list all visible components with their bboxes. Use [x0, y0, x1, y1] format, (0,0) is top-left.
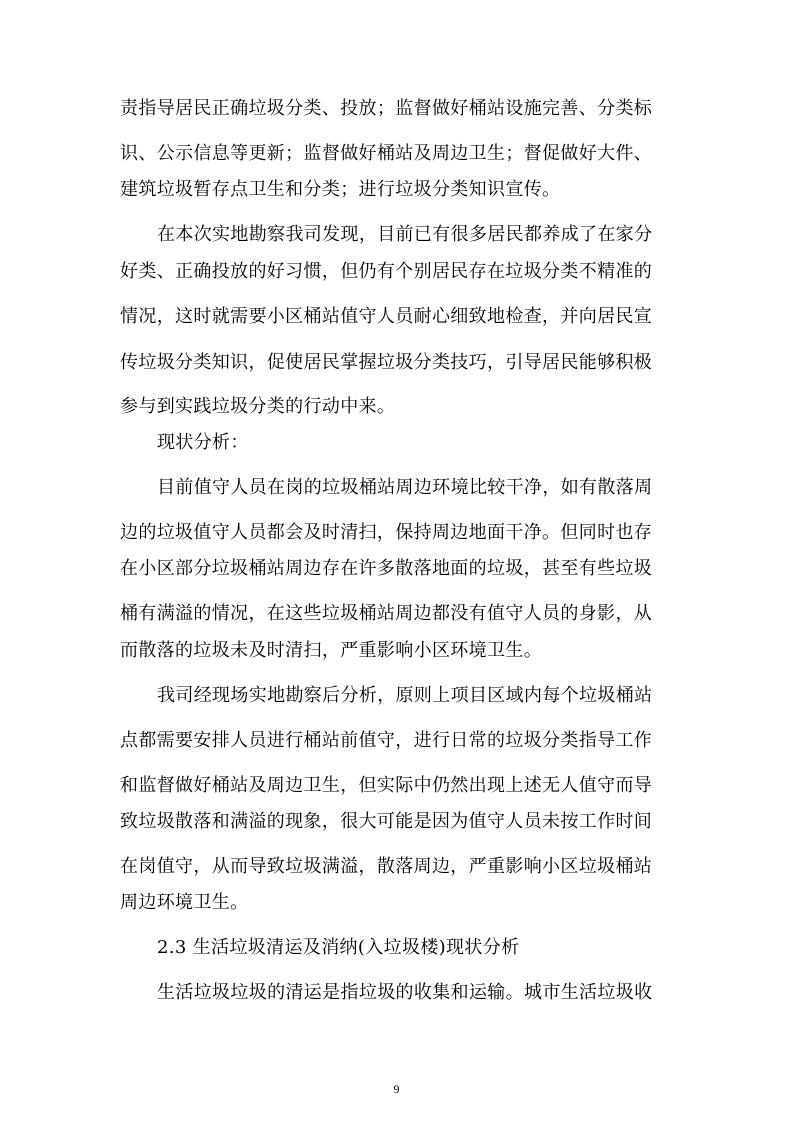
text-line: 参与到实践垃圾分类的行动中来。 — [120, 396, 396, 417]
text-line: 周边环境卫生。 — [120, 892, 249, 913]
section-heading: 2.3 生活垃圾清运及消纳(入垃圾楼)现状分析 — [157, 937, 520, 958]
paragraph-first-line: 我司经现场实地勘察后分析，原则上项目区域内每个垃圾桶站 — [157, 685, 653, 706]
text-line: 在岗值守，从而导致垃圾满溢，散落周边，严重影响小区垃圾桶站 — [120, 856, 653, 877]
text-line: 情况，这时就需要小区桶站值守人员耐心细致地检查，并向居民宣 — [120, 306, 653, 327]
text-line: 传垃圾分类知识，促使居民掌握垃圾分类技巧，引导居民能够积极 — [120, 352, 653, 373]
text-line: 桶有满溢的情况，在这些垃圾桶站周边都没有值守人员的身影，从 — [120, 603, 653, 624]
text-line: 致垃圾散落和满溢的现象，很大可能是因为值守人员未按工作时间 — [120, 811, 653, 832]
page-number: 9 — [393, 1082, 400, 1096]
section-label: 现状分析： — [157, 432, 249, 453]
text-line: 点都需要安排人员进行桶站前值守，进行日常的垃圾分类指导工作 — [120, 730, 653, 751]
text-line: 好类、正确投放的好习惯，但仍有个别居民存在垃圾分类不精准的 — [120, 261, 653, 282]
paragraph-first-line: 目前值守人员在岗的垃圾桶站周边环境比较干净，如有散落周 — [157, 477, 653, 498]
text-line: 建筑垃圾暂存点卫生和分类；进行垃圾分类知识宣传。 — [120, 179, 561, 200]
paragraph-first-line: 生活垃圾垃圾的清运是指垃圾的收集和运输。城市生活垃圾收 — [157, 982, 653, 1003]
text-line: 而散落的垃圾未及时清扫，严重影响小区环境卫生。 — [120, 640, 543, 661]
text-line: 边的垃圾值守人员都会及时清扫，保持周边地面干净。但同时也存 — [120, 522, 653, 543]
text-line: 和监督做好桶站及周边卫生，但实际中仍然出现上述无人值守而导 — [120, 775, 653, 796]
text-line: 识、公示信息等更新；监督做好桶站及周边卫生；督促做好大件、 — [120, 143, 653, 164]
text-line: 责指导居民正确垃圾分类、投放；监督做好桶站设施完善、分类标 — [120, 98, 653, 119]
paragraph-first-line: 在本次实地勘察我司发现，目前已有很多居民都养成了在家分 — [157, 224, 653, 245]
text-line: 在小区部分垃圾桶站周边存在许多散落地面的垃圾，甚至有些垃圾 — [120, 558, 653, 579]
